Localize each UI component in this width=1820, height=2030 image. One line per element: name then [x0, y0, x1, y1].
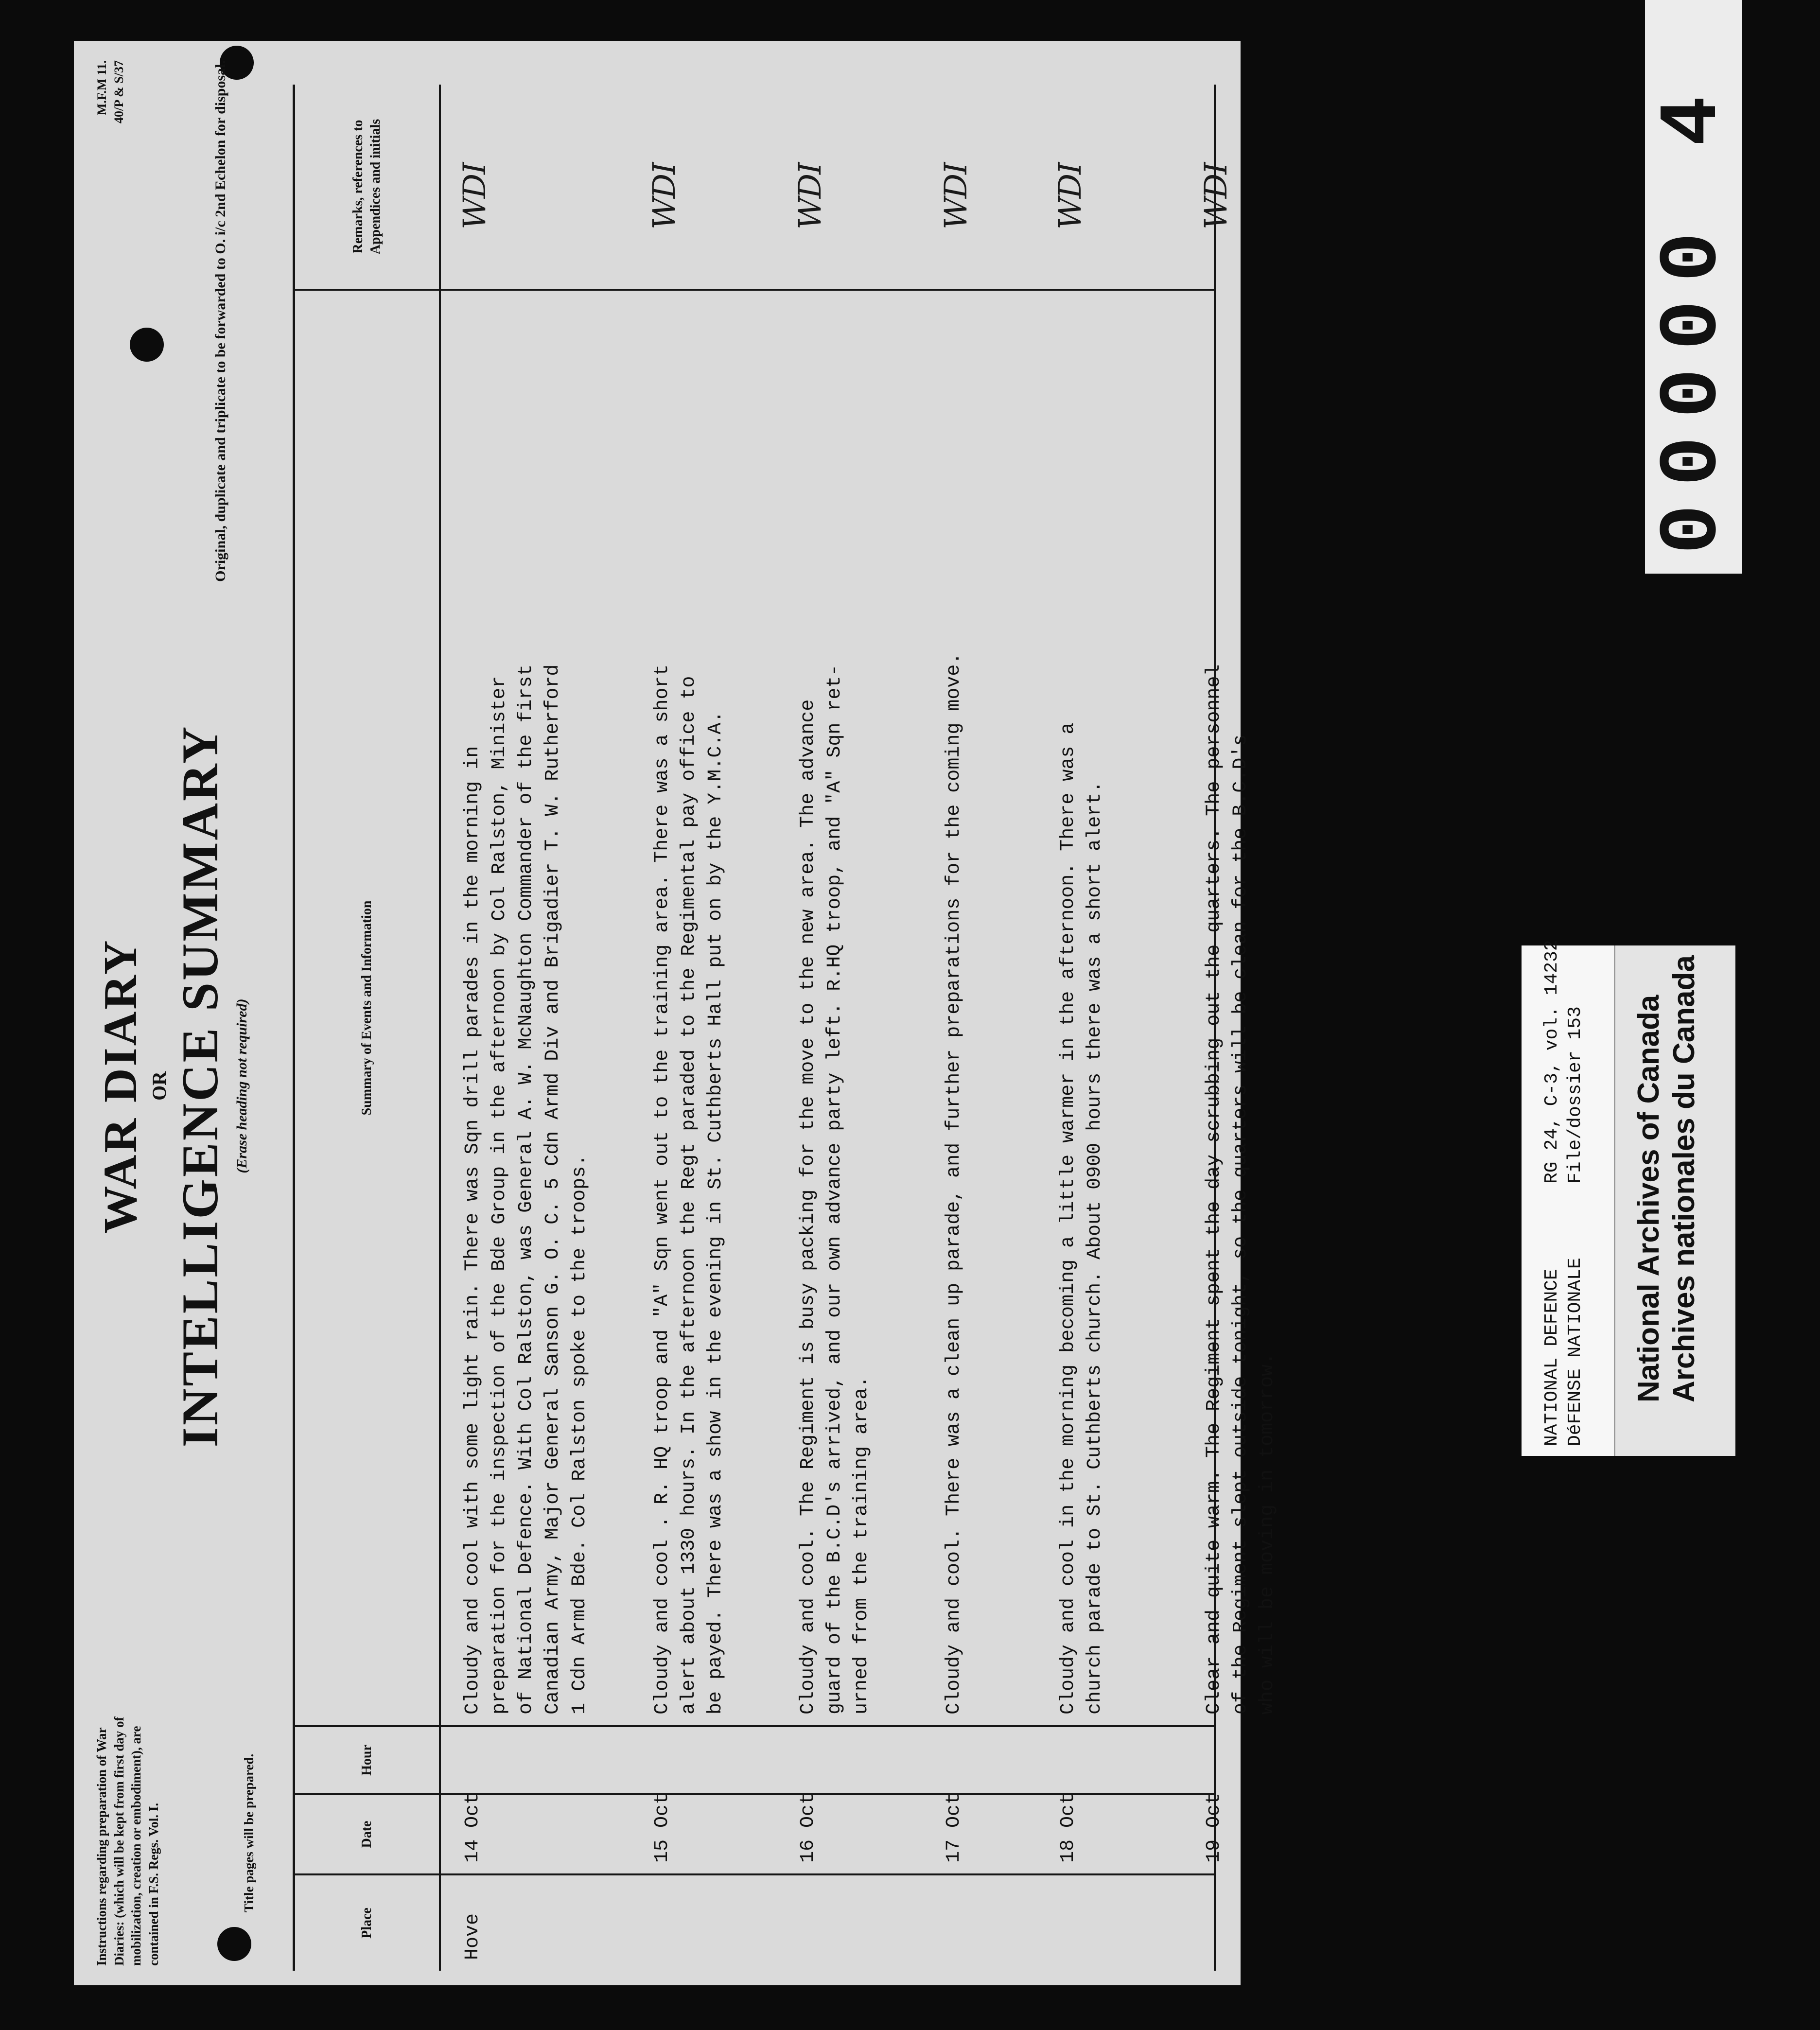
form-code	[93, 60, 127, 123]
entry-summary: Cloudy and cool. The Regiment is busy packing for the move to the new area. The advance guard of the B.C.D's arrived, and our own advance party left. R.HQ troop, and "A" Sqn ret- urned from the training area.	[797, 664, 873, 1715]
page-title: WAR DIARY	[94, 938, 147, 1234]
entry-summary: Cloudy and cool . R. HQ troop and "A" Sqn went out to the training area. There was a short alert about 1330 hours. In the afternoon the Regt paraded to the Regimental pay office to be payed. There was a show in the evening in St. Cuthberts Hall put on by the Y.M.C.A.	[651, 664, 727, 1715]
frame-number: 00000 4	[1645, 0, 1742, 574]
entry-date: 15 Oct	[651, 1792, 673, 1863]
title-or: OR	[148, 1071, 170, 1101]
col-header-summary: Summary of Events and Information	[295, 289, 441, 1725]
place-value: Hove	[462, 1913, 484, 1960]
reference-strip	[1522, 940, 1615, 1456]
erase-note: (Erase heading not required)	[234, 998, 250, 1173]
remarks-column	[441, 85, 1234, 289]
col-header-hour: Hour	[295, 1725, 441, 1793]
department-line: NATIONAL DEFENCE	[1541, 1269, 1562, 1446]
instructions-text: Instructions regarding preparation of War Diaries: (which will be kept from first day of mobilization, creation or embodiment), are contained in F.S. Regs. Vol. I.	[94, 1716, 161, 1966]
entry-initials: WDI	[792, 163, 828, 229]
file-reference: RG 24, C-3, vol. 14232	[1541, 940, 1562, 1184]
hour-column	[441, 1725, 1214, 1793]
archives-name-fr: Archives nationales du Canada	[1667, 955, 1701, 1402]
entry-date: 17 Oct	[943, 1792, 965, 1863]
war-diary-sheet	[74, 41, 1278, 1985]
entry-initials: WDI	[457, 163, 493, 229]
date-column	[441, 1792, 1225, 1873]
punch-hole	[130, 328, 164, 362]
form-code-line: M.F.M 11.	[95, 60, 109, 116]
col-header-remarks: Remarks, references to Appendices and initials	[295, 85, 441, 289]
entry-summary: Cloudy and cool. There was a clean up parade, and further preparations for the coming move.	[943, 652, 965, 1715]
entry-summary: Cloudy and cool with some light rain. There was Sqn drill parades in the morning in preparation for the inspection of the Bde Group in the afternoon by Col Ralston, Minister of National Defence. With Col Ralston, was General A. W. McNaughton Commander of the first Canadian Army, Major General Sanson G. O. C. 5 Cdn Armd Div and Brigadier T. W. Rutherford 1 Cdn Armd Bde. Col Ralston spoke to the troops.	[462, 664, 591, 1715]
entry-summary: Clear and quite warm. The Regiment spent the day scrubbing out the quarters. The personnel of the Regiment slept outside tonight, so the quarters will be clean for the B.C.D's who will be moving in tomorrow.	[1203, 664, 1278, 1715]
archives-name	[1631, 955, 1702, 1402]
diary-table	[293, 85, 1278, 1971]
entry-initials: WDI	[938, 163, 974, 229]
summary-column	[441, 289, 1278, 1725]
page-subtitle: INTELLIGENCE SUMMARY	[171, 724, 228, 1448]
entry-summary: Cloudy and cool in the morning becoming a little warmer in the afternoon. There was a church parade to St. Cuthberts church. About 0900 hours there was a short alert.	[1057, 722, 1106, 1715]
entry-initials: WDI	[1052, 163, 1088, 229]
title-pages-note: Title pages will be prepared.	[242, 1753, 256, 1912]
diary-title-block	[96, 721, 252, 1451]
col-header-date: Date	[295, 1793, 441, 1873]
punch-hole	[217, 1927, 251, 1961]
col-header-place: Place	[295, 1873, 441, 1971]
entry-date: 14 Oct	[462, 1792, 484, 1863]
entry-date: 16 Oct	[797, 1792, 819, 1863]
entry-date: 18 Oct	[1057, 1792, 1079, 1863]
department-line: DéFENSE NATIONALE	[1565, 1258, 1586, 1446]
entry-date: 19 Oct	[1203, 1792, 1225, 1863]
forward-note: Original, duplicate and triplicate to be forwarded to O. i/c 2nd Echelon for disposal.	[212, 60, 228, 582]
place-column	[441, 1873, 1214, 1971]
entry-initials: WDI	[1198, 163, 1234, 229]
archive-label	[1522, 940, 1735, 1456]
file-reference: File/dossier 153	[1565, 1006, 1586, 1184]
entry-initials: WDI	[647, 163, 682, 229]
archives-name-en: National Archives of Canada	[1632, 995, 1665, 1402]
form-code-line: 40/P & S/37	[112, 60, 126, 124]
